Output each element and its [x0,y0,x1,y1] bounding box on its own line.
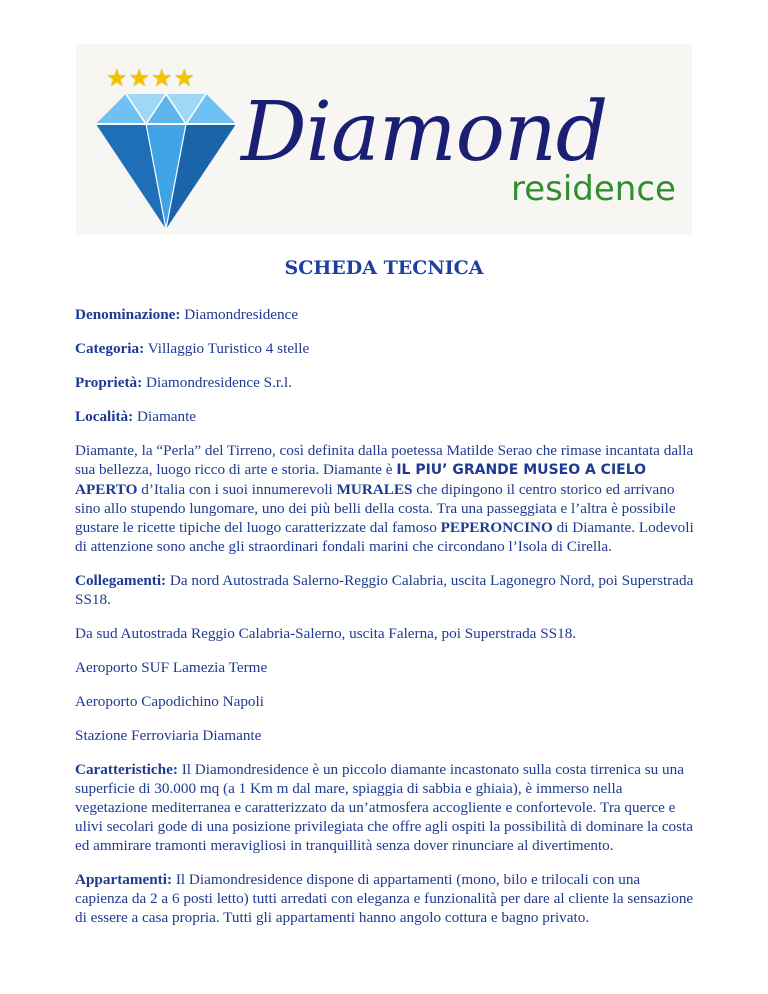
technical-sheet-body [75,305,695,942]
field-value: Diamante [133,408,197,425]
field-label: Collegamenti: [75,572,167,589]
diamond-gem-icon [86,84,246,234]
field-value: Diamondresidence [180,306,299,323]
description-text: Diamante, la “Perla” del Tirreno, così definita dalla poetessa Matilde Serao che rimase incantata dalla sua bellezza, luogo ricco di arte e storia. Diamante è [75,442,694,478]
field-denominazione [75,305,695,324]
collegamenti-paragraph [75,571,695,609]
field-label: Appartamenti: [75,871,173,888]
field-categoria [75,339,695,358]
field-value: Villaggio Turistico 4 stelle [144,340,310,357]
peperoncino-highlight: PEPERONCINO [440,519,553,536]
field-label: Denominazione: [75,306,181,323]
brand-name: Diamond [241,85,608,180]
museum-highlight: IL PIU’ GRANDE MUSEO A CIELO [396,462,647,478]
description-text: d’Italia con i suoi innumerevoli [137,481,337,498]
description-text: che dipingono il centro storico ed arrivano sino allo stupendo lungomare, uno dei più belli della costa. Tra una passeggiata e l’altra è possibile gustare le ricette tipiche del luogo caratterizzate dal famoso [75,481,676,536]
field-label: Categoria: [75,340,145,357]
collegamenti-sud: Da sud Autostrada Reggio Calabria-Salerno, uscita Falerna, poi Superstrada SS18. [75,625,577,642]
collegamenti-aeroporto-napoli: Aeroporto Capodichino Napoli [75,693,264,710]
description-paragraph [75,441,695,556]
museum-highlight-aperto: APERTO [75,481,138,498]
field-proprieta [75,373,695,392]
field-value: Diamondresidence S.r.l. [142,374,292,391]
collegamenti-aeroporto-lamezia: Aeroporto SUF Lamezia Terme [75,659,268,676]
field-label: Proprietà: [75,374,143,391]
collegamenti-nord: Da nord Autostrada Salerno-Reggio Calabria, uscita Lagonegro Nord, poi Superstrada SS18. [75,572,694,608]
field-localita [75,407,695,426]
appartamenti-text: Il Diamondresidence dispone di appartamenti (mono, bilo e trilocali con una capienza da 2 a 6 posti letto) tutti arredati con eleganza e funzionalità per dare al cliente la sensazione di essere a casa propria. Tutti gli appartamenti hanno angolo cottura e bagno privato. [75,871,694,926]
caratteristiche-text: Il Diamondresidence è un piccolo diamante incastonato sulla costa tirrenica su una superficie di 30.000 mq (a 1 Km m dal mare, spiaggia di sabbia e ghiaia), è immerso nella vegetazione mediterranea e caratterizzato da un’atmosfera accogliente e confortevole. Tra querce e ulivi secolari gode di una posizione privilegiata che offre agli ospiti la possibilità di dominare la costa ed ammirare tramonti meravigliosi in tranquillità senza dover rinunciare al divertimento. [75,761,694,854]
murales-highlight: MURALES [336,481,413,498]
collegamenti-stazione: Stazione Ferroviaria Diamante [75,727,262,744]
four-stars-icon: ★★★★ [106,64,197,92]
appartamenti-paragraph [75,870,695,927]
diamond-residence-logo [76,44,692,234]
brand-tagline: residence [511,169,676,209]
field-label: Località: [75,408,134,425]
page-title: SCHEDA TECNICA [284,257,484,279]
description-text: di Diamante. Lodevoli di attenzione sono anche gli straordinari fondali marini che circondano l’Isola di Cirella. [75,519,694,555]
caratteristiche-paragraph [75,760,695,855]
field-label: Caratteristiche: [75,761,178,778]
